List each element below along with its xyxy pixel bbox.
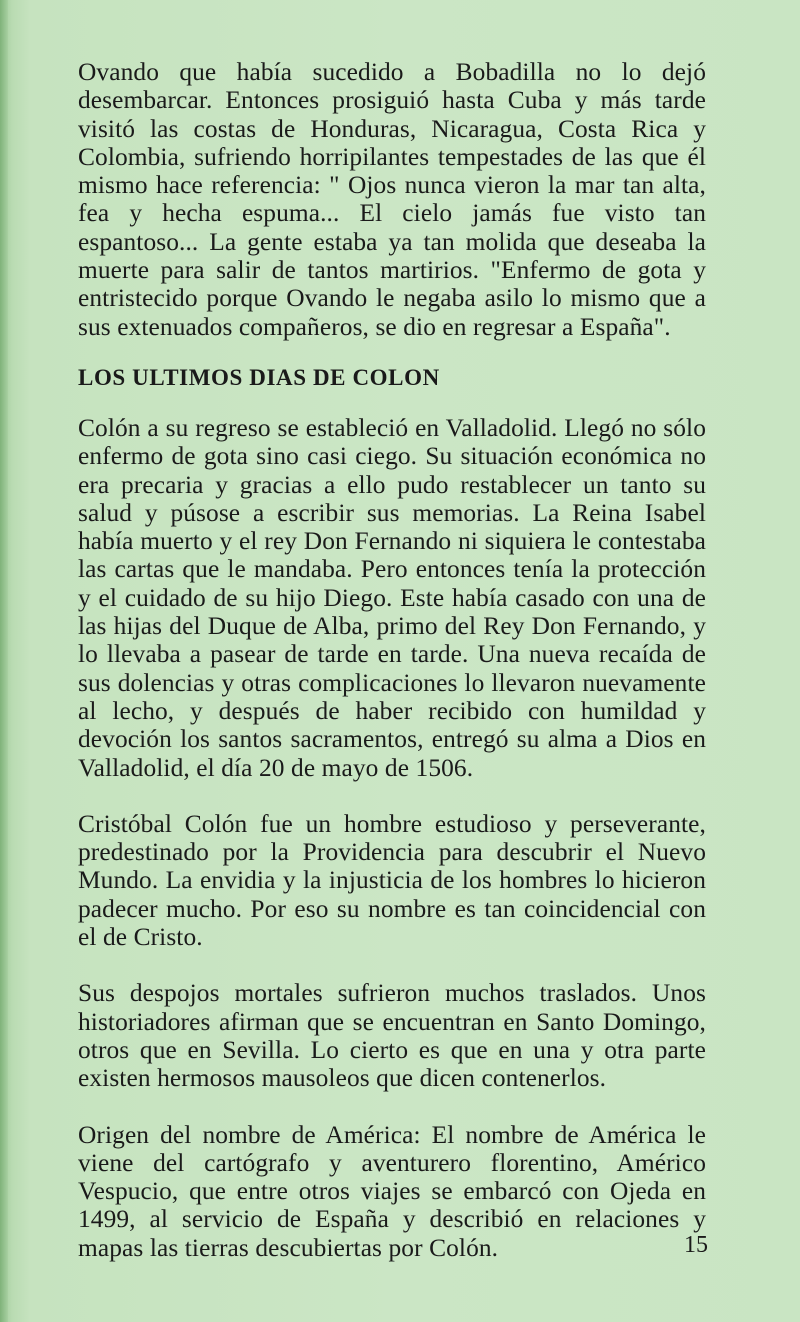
paragraph-colon-character: Cristóbal Colón fue un hombre estudioso y perseverante, predestinado por la Providencia para descubrir el Nuevo Mundo. La envidia y la injusticia de los hombres lo hicieron padecer mucho. Por eso su nombre es tan coincidencial con el de Cristo. — [78, 809, 706, 952]
page-number: 15 — [684, 1232, 708, 1258]
paragraph-return-valladolid: Colón a su regreso se estableció en Valladolid. Llegó no sólo enfermo de gota sino casi ciego. Su situación económica no era precaria y gracias a ello pudo restablecer un tanto su salud y púsose a escribir sus memorias. La Reina Isabel había muerto y el rey Don Fernando ni siquiera le contestaba las cartas que le mandaba. Pero entonces tenía la protección y el cuidado de su hijo Diego. Este había casado con una de las hijas del Duque de Alba, primo del Rey Don Fernando, y lo llevaba a pasear de tarde en tarde. Una nueva recaída de sus dolencias y otras complicaciones lo llevaron nuevamente al lecho, y después de haber recibido con humildad y devoción los santos sacramentos, entregó su alma a Dios en Valladolid, el día 20 de mayo de 1506. — [78, 413, 706, 782]
paragraph-remains: Sus despojos mortales sufrieron muchos traslados. Unos historiadores afirman que se encuentran en Santo Domingo, otros que en Sevilla. Lo cierto es que en una y otra parte existen hermosos mausoleos que dicen contenerlos. — [78, 979, 706, 1093]
section-heading: LOS ULTIMOS DIAS DE COLON — [78, 364, 440, 390]
page-text-body — [78, 58, 706, 1262]
paragraph-ovando-voyage: Ovando que había sucedido a Bobadilla no lo dejó desembarcar. Entonces prosiguió hasta Cuba y más tarde visitó las costas de Honduras, Nicaragua, Costa Rica y Colombia, sufriendo horripilantes tempestades de las que él mismo hace referencia: " Ojos nunca vieron la mar tan alta, fea y hecha espuma... El cielo jamás fue visto tan espantoso... La gente estaba ya tan molida que deseaba la muerte para salir de tantos martirios. "Enfermo de gota y entristecido porque Ovando le negaba asilo lo mismo que a sus extenuados compañeros, se dio en regresar a España". — [78, 58, 706, 341]
paragraph-america-name-origin: Origen del nombre de América: El nombre de América le viene del cartógrafo y aventurero florentino, Américo Vespucio, que entre otros viajes se embarcó con Ojeda en 1499, al servicio de España y describió en relaciones y mapas las tierras descubiertas por Colón. — [78, 1120, 706, 1262]
page-spine-shadow — [0, 0, 8, 1322]
